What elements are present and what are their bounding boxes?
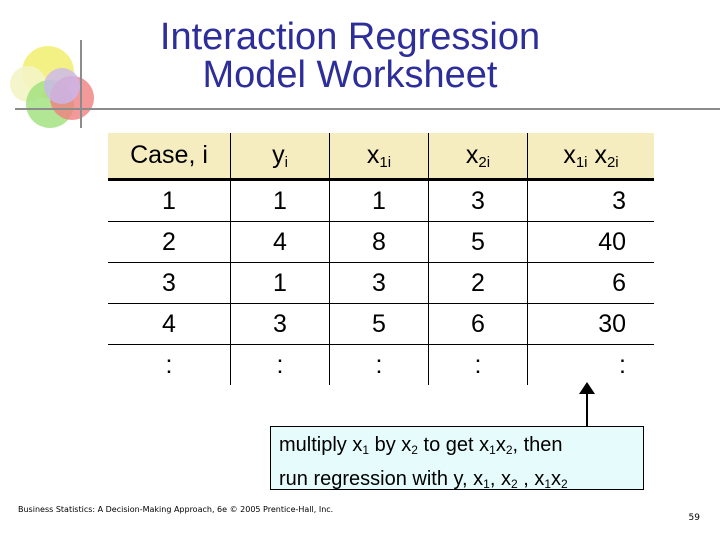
header-x1x2: $x_{1i}$ $x_{2i}$: [528, 133, 655, 180]
header-x1: $x_{1i}$: [330, 133, 429, 180]
worksheet-table: [108, 133, 654, 385]
cell-x2: 6: [429, 304, 528, 345]
footer-citation: Business Statistics: A Decision-Making Approach, 6e © 2005 Prentice-Hall, Inc.: [18, 505, 334, 514]
cell-case: 3: [162, 268, 176, 297]
header-y: $y_i$: [231, 133, 330, 180]
arrow-shaft: [586, 392, 588, 426]
cell-x2: 2: [429, 263, 528, 304]
callout-line-1: multiply $x_1$ by $x_2$ to get $x_1x_2$, then: [279, 434, 563, 457]
cell-x1: 3: [330, 263, 429, 304]
callout-note: [270, 426, 644, 490]
cell-x1: 8: [330, 222, 429, 263]
cell-x1: :: [330, 345, 429, 386]
cell-x1x2: 30: [528, 304, 655, 345]
cell-y: 1: [231, 180, 330, 222]
cell-x1x2: 40: [528, 222, 655, 263]
cell-y: :: [231, 345, 330, 386]
cell-x2: 3: [429, 180, 528, 222]
title-line-2: Model Worksheet: [202, 54, 498, 96]
table-row: [108, 222, 654, 263]
table-row: [108, 304, 654, 345]
callout-line-2: run regression with y, $x_1$, $x_2$ , $x_1x_2$: [279, 468, 568, 491]
cell-x1x2: 3: [528, 180, 655, 222]
cell-y: 1: [231, 263, 330, 304]
cell-case: 2: [162, 227, 176, 256]
cell-case: 1: [162, 186, 176, 215]
header-case: Case, i: [108, 133, 231, 180]
table-header-row: [108, 133, 654, 180]
title-line-1: Interaction Regression: [159, 16, 541, 58]
cell-x2: 5: [429, 222, 528, 263]
decorative-horizontal-rule: [15, 108, 720, 110]
header-x2: $x_{2i}$: [429, 133, 528, 180]
cell-y: 4: [231, 222, 330, 263]
cell-y: 3: [231, 304, 330, 345]
decorative-vertical-rule: [80, 40, 82, 128]
cell-x2: :: [429, 345, 528, 386]
cell-case: :: [165, 350, 173, 379]
page-title: [100, 18, 600, 94]
cell-x1x2: :: [528, 345, 655, 386]
page-number: 59: [688, 513, 700, 523]
cell-case: 4: [162, 309, 176, 338]
cell-x1: 1: [330, 180, 429, 222]
cell-x1x2: 6: [528, 263, 655, 304]
table-row: [108, 180, 654, 222]
cell-x1: 5: [330, 304, 429, 345]
table-row: [108, 345, 654, 386]
table-row: [108, 263, 654, 304]
